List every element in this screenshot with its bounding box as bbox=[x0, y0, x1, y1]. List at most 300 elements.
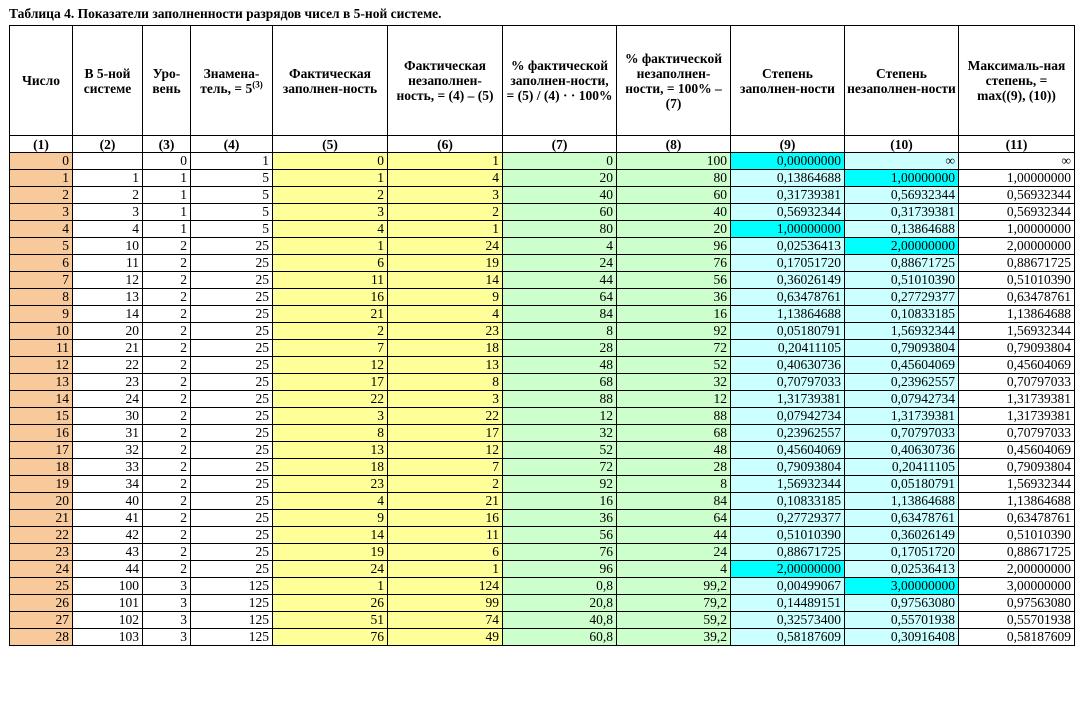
cell-max-degree: 0,70797033 bbox=[959, 374, 1075, 391]
cell-fill: 76 bbox=[273, 629, 388, 646]
cell-level: 2 bbox=[143, 323, 191, 340]
cell-number: 26 bbox=[10, 595, 73, 612]
cell-unfill-pct: 80 bbox=[617, 170, 731, 187]
table-row bbox=[10, 578, 1075, 595]
col-header-unfill: Фактическая незаполнен-ность, = (4) – (5) bbox=[388, 26, 503, 136]
cell-base5: 13 bbox=[73, 289, 143, 306]
cell-unfill-pct: 24 bbox=[617, 544, 731, 561]
cell-number: 0 bbox=[10, 153, 73, 170]
cell-fill-degree: 0,31739381 bbox=[731, 187, 845, 204]
col-header-fill-pct: % фактической заполнен-ности, = (5) / (4) · · 100% bbox=[503, 26, 617, 136]
cell-number: 18 bbox=[10, 459, 73, 476]
cell-denominator: 25 bbox=[191, 459, 273, 476]
table-row bbox=[10, 408, 1075, 425]
col-number-label: (5) bbox=[273, 136, 388, 153]
cell-unfill: 12 bbox=[388, 442, 503, 459]
table-row bbox=[10, 442, 1075, 459]
cell-fill-degree: 0,00000000 bbox=[731, 153, 845, 170]
cell-base5: 44 bbox=[73, 561, 143, 578]
cell-fill-pct: 92 bbox=[503, 476, 617, 493]
cell-level: 1 bbox=[143, 187, 191, 204]
cell-number: 10 bbox=[10, 323, 73, 340]
cell-fill: 22 bbox=[273, 391, 388, 408]
cell-fill: 1 bbox=[273, 238, 388, 255]
cell-unfill-pct: 60 bbox=[617, 187, 731, 204]
table-row bbox=[10, 255, 1075, 272]
cell-number: 14 bbox=[10, 391, 73, 408]
cell-number: 2 bbox=[10, 187, 73, 204]
cell-unfill-pct: 12 bbox=[617, 391, 731, 408]
cell-fill: 26 bbox=[273, 595, 388, 612]
cell-fill: 1 bbox=[273, 170, 388, 187]
cell-unfill-degree: 0,56932344 bbox=[845, 187, 959, 204]
cell-level: 2 bbox=[143, 374, 191, 391]
cell-number: 21 bbox=[10, 510, 73, 527]
cell-unfill-pct: 88 bbox=[617, 408, 731, 425]
table-row bbox=[10, 323, 1075, 340]
cell-unfill-degree: 0,02536413 bbox=[845, 561, 959, 578]
cell-level: 2 bbox=[143, 272, 191, 289]
cell-denominator: 25 bbox=[191, 255, 273, 272]
cell-fill-pct: 20 bbox=[503, 170, 617, 187]
cell-unfill-degree: 0,30916408 bbox=[845, 629, 959, 646]
col-number-label: (4) bbox=[191, 136, 273, 153]
cell-unfill-degree: 0,88671725 bbox=[845, 255, 959, 272]
cell-number: 5 bbox=[10, 238, 73, 255]
cell-unfill-degree: 0,10833185 bbox=[845, 306, 959, 323]
cell-unfill-pct: 20 bbox=[617, 221, 731, 238]
col-header-unfill-degree: Степень незаполнен-ности bbox=[845, 26, 959, 136]
cell-fill: 19 bbox=[273, 544, 388, 561]
cell-max-degree: 2,00000000 bbox=[959, 561, 1075, 578]
cell-unfill: 1 bbox=[388, 153, 503, 170]
cell-base5: 24 bbox=[73, 391, 143, 408]
cell-fill-degree: 0,07942734 bbox=[731, 408, 845, 425]
cell-unfill-degree: 0,27729377 bbox=[845, 289, 959, 306]
cell-max-degree: 0,70797033 bbox=[959, 425, 1075, 442]
cell-max-degree: 0,45604069 bbox=[959, 442, 1075, 459]
cell-level: 2 bbox=[143, 391, 191, 408]
cell-base5: 14 bbox=[73, 306, 143, 323]
cell-number: 8 bbox=[10, 289, 73, 306]
cell-unfill: 1 bbox=[388, 221, 503, 238]
cell-fill-degree: 0,88671725 bbox=[731, 544, 845, 561]
cell-unfill: 99 bbox=[388, 595, 503, 612]
cell-denominator: 125 bbox=[191, 612, 273, 629]
cell-unfill: 11 bbox=[388, 527, 503, 544]
cell-fill-pct: 20,8 bbox=[503, 595, 617, 612]
cell-unfill: 24 bbox=[388, 238, 503, 255]
table-body bbox=[10, 153, 1075, 646]
cell-max-degree: 1,00000000 bbox=[959, 221, 1075, 238]
cell-denominator: 25 bbox=[191, 510, 273, 527]
cell-fill-degree: 0,00499067 bbox=[731, 578, 845, 595]
cell-number: 17 bbox=[10, 442, 73, 459]
cell-number: 27 bbox=[10, 612, 73, 629]
col-header-level: Уро-вень bbox=[143, 26, 191, 136]
cell-unfill-degree: 0,23962557 bbox=[845, 374, 959, 391]
cell-max-degree: 3,00000000 bbox=[959, 578, 1075, 595]
cell-base5: 103 bbox=[73, 629, 143, 646]
col-number-label: (2) bbox=[73, 136, 143, 153]
cell-base5: 12 bbox=[73, 272, 143, 289]
cell-unfill-pct: 44 bbox=[617, 527, 731, 544]
cell-base5: 40 bbox=[73, 493, 143, 510]
cell-unfill-degree: 3,00000000 bbox=[845, 578, 959, 595]
cell-base5 bbox=[73, 153, 143, 170]
cell-fill-pct: 84 bbox=[503, 306, 617, 323]
cell-unfill-degree: 1,31739381 bbox=[845, 408, 959, 425]
cell-fill: 2 bbox=[273, 187, 388, 204]
cell-fill-pct: 72 bbox=[503, 459, 617, 476]
cell-unfill-pct: 96 bbox=[617, 238, 731, 255]
cell-unfill-degree: 0,55701938 bbox=[845, 612, 959, 629]
cell-fill-degree: 0,56932344 bbox=[731, 204, 845, 221]
cell-fill: 17 bbox=[273, 374, 388, 391]
cell-level: 3 bbox=[143, 595, 191, 612]
cell-level: 1 bbox=[143, 170, 191, 187]
table-row bbox=[10, 544, 1075, 561]
cell-max-degree: 0,79093804 bbox=[959, 459, 1075, 476]
cell-max-degree: 0,79093804 bbox=[959, 340, 1075, 357]
cell-denominator: 25 bbox=[191, 493, 273, 510]
cell-unfill-degree: 0,45604069 bbox=[845, 357, 959, 374]
table-caption: Таблица 4. Показатели заполненности разрядов чисел в 5-ной системе. bbox=[9, 6, 442, 21]
cell-level: 3 bbox=[143, 612, 191, 629]
cell-base5: 3 bbox=[73, 204, 143, 221]
cell-number: 25 bbox=[10, 578, 73, 595]
cell-fill: 6 bbox=[273, 255, 388, 272]
col-header-denominator-sup: (3) bbox=[252, 79, 263, 89]
cell-unfill-degree: 0,20411105 bbox=[845, 459, 959, 476]
cell-unfill-pct: 52 bbox=[617, 357, 731, 374]
cell-fill-degree: 0,58187609 bbox=[731, 629, 845, 646]
cell-fill-degree: 0,70797033 bbox=[731, 374, 845, 391]
cell-max-degree: 1,13864688 bbox=[959, 493, 1075, 510]
cell-fill: 13 bbox=[273, 442, 388, 459]
cell-number: 11 bbox=[10, 340, 73, 357]
cell-number: 3 bbox=[10, 204, 73, 221]
cell-max-degree: 0,88671725 bbox=[959, 255, 1075, 272]
cell-fill-pct: 64 bbox=[503, 289, 617, 306]
cell-denominator: 25 bbox=[191, 289, 273, 306]
cell-denominator: 125 bbox=[191, 595, 273, 612]
cell-base5: 34 bbox=[73, 476, 143, 493]
table-row bbox=[10, 595, 1075, 612]
cell-fill: 23 bbox=[273, 476, 388, 493]
cell-unfill-pct: 68 bbox=[617, 425, 731, 442]
cell-level: 2 bbox=[143, 357, 191, 374]
cell-unfill-degree: 0,36026149 bbox=[845, 527, 959, 544]
cell-max-degree: 0,63478761 bbox=[959, 510, 1075, 527]
cell-fill: 1 bbox=[273, 578, 388, 595]
col-header-max-degree: Максималь-ная степень, = max((9), (10)) bbox=[959, 26, 1075, 136]
cell-fill-pct: 44 bbox=[503, 272, 617, 289]
cell-unfill: 9 bbox=[388, 289, 503, 306]
cell-number: 28 bbox=[10, 629, 73, 646]
cell-fill: 16 bbox=[273, 289, 388, 306]
col-number-label: (7) bbox=[503, 136, 617, 153]
cell-unfill-degree: 1,00000000 bbox=[845, 170, 959, 187]
cell-base5: 101 bbox=[73, 595, 143, 612]
cell-unfill-pct: 84 bbox=[617, 493, 731, 510]
cell-denominator: 5 bbox=[191, 187, 273, 204]
cell-number: 19 bbox=[10, 476, 73, 493]
cell-fill-degree: 0,32573400 bbox=[731, 612, 845, 629]
cell-fill-pct: 32 bbox=[503, 425, 617, 442]
cell-level: 2 bbox=[143, 510, 191, 527]
cell-base5: 4 bbox=[73, 221, 143, 238]
cell-fill: 24 bbox=[273, 561, 388, 578]
cell-fill-pct: 0,8 bbox=[503, 578, 617, 595]
table-row bbox=[10, 391, 1075, 408]
col-number-label: (9) bbox=[731, 136, 845, 153]
cell-denominator: 25 bbox=[191, 527, 273, 544]
table-row bbox=[10, 425, 1075, 442]
cell-unfill: 2 bbox=[388, 204, 503, 221]
cell-level: 2 bbox=[143, 476, 191, 493]
cell-fill-pct: 68 bbox=[503, 374, 617, 391]
cell-base5: 42 bbox=[73, 527, 143, 544]
table-row bbox=[10, 629, 1075, 646]
cell-fill-pct: 52 bbox=[503, 442, 617, 459]
cell-fill: 21 bbox=[273, 306, 388, 323]
cell-unfill: 14 bbox=[388, 272, 503, 289]
cell-max-degree: 0,55701938 bbox=[959, 612, 1075, 629]
cell-fill-pct: 76 bbox=[503, 544, 617, 561]
cell-fill-pct: 0 bbox=[503, 153, 617, 170]
cell-unfill-pct: 64 bbox=[617, 510, 731, 527]
cell-fill-degree: 0,17051720 bbox=[731, 255, 845, 272]
cell-level: 2 bbox=[143, 238, 191, 255]
cell-unfill-degree: 0,17051720 bbox=[845, 544, 959, 561]
cell-level: 3 bbox=[143, 629, 191, 646]
table-row bbox=[10, 221, 1075, 238]
cell-fill-pct: 24 bbox=[503, 255, 617, 272]
table-row bbox=[10, 272, 1075, 289]
cell-max-degree: 0,51010390 bbox=[959, 527, 1075, 544]
table-row bbox=[10, 527, 1075, 544]
cell-base5: 43 bbox=[73, 544, 143, 561]
cell-unfill: 23 bbox=[388, 323, 503, 340]
cell-max-degree: 0,63478761 bbox=[959, 289, 1075, 306]
col-header-fill: Фактическая заполнен-ность bbox=[273, 26, 388, 136]
cell-level: 3 bbox=[143, 578, 191, 595]
cell-denominator: 25 bbox=[191, 306, 273, 323]
cell-fill-pct: 60 bbox=[503, 204, 617, 221]
table-row bbox=[10, 170, 1075, 187]
col-header-unfill-pct: % фактической незаполнен-ности, = 100% – (7) bbox=[617, 26, 731, 136]
cell-unfill-degree: 0,07942734 bbox=[845, 391, 959, 408]
cell-number: 9 bbox=[10, 306, 73, 323]
cell-max-degree: 0,58187609 bbox=[959, 629, 1075, 646]
cell-unfill-degree: 0,13864688 bbox=[845, 221, 959, 238]
cell-level: 2 bbox=[143, 544, 191, 561]
cell-fill-degree: 0,23962557 bbox=[731, 425, 845, 442]
cell-fill-degree: 0,40630736 bbox=[731, 357, 845, 374]
cell-number: 6 bbox=[10, 255, 73, 272]
col-header-number: Число bbox=[10, 26, 73, 136]
cell-number: 7 bbox=[10, 272, 73, 289]
cell-unfill: 4 bbox=[388, 306, 503, 323]
cell-unfill-pct: 76 bbox=[617, 255, 731, 272]
data-table bbox=[9, 25, 1075, 646]
cell-base5: 11 bbox=[73, 255, 143, 272]
table-row bbox=[10, 561, 1075, 578]
cell-base5: 21 bbox=[73, 340, 143, 357]
cell-denominator: 25 bbox=[191, 425, 273, 442]
cell-unfill: 49 bbox=[388, 629, 503, 646]
cell-unfill-degree: 0,31739381 bbox=[845, 204, 959, 221]
cell-unfill: 19 bbox=[388, 255, 503, 272]
cell-base5: 10 bbox=[73, 238, 143, 255]
cell-number: 20 bbox=[10, 493, 73, 510]
cell-fill: 2 bbox=[273, 323, 388, 340]
cell-unfill-pct: 32 bbox=[617, 374, 731, 391]
cell-denominator: 25 bbox=[191, 272, 273, 289]
cell-fill-degree: 0,79093804 bbox=[731, 459, 845, 476]
cell-denominator: 5 bbox=[191, 221, 273, 238]
cell-denominator: 25 bbox=[191, 340, 273, 357]
cell-level: 2 bbox=[143, 425, 191, 442]
cell-fill-pct: 40,8 bbox=[503, 612, 617, 629]
cell-number: 12 bbox=[10, 357, 73, 374]
cell-fill-degree: 0,27729377 bbox=[731, 510, 845, 527]
cell-number: 23 bbox=[10, 544, 73, 561]
cell-level: 0 bbox=[143, 153, 191, 170]
cell-unfill-pct: 28 bbox=[617, 459, 731, 476]
cell-fill-pct: 60,8 bbox=[503, 629, 617, 646]
cell-denominator: 5 bbox=[191, 170, 273, 187]
cell-unfill-pct: 72 bbox=[617, 340, 731, 357]
cell-denominator: 25 bbox=[191, 442, 273, 459]
cell-unfill-degree: 0,97563080 bbox=[845, 595, 959, 612]
cell-base5: 33 bbox=[73, 459, 143, 476]
col-number-label: (8) bbox=[617, 136, 731, 153]
cell-fill: 3 bbox=[273, 204, 388, 221]
cell-max-degree: 1,31739381 bbox=[959, 408, 1075, 425]
cell-unfill-pct: 99,2 bbox=[617, 578, 731, 595]
cell-fill-pct: 36 bbox=[503, 510, 617, 527]
cell-denominator: 25 bbox=[191, 391, 273, 408]
table-row bbox=[10, 493, 1075, 510]
cell-fill-degree: 0,02536413 bbox=[731, 238, 845, 255]
cell-level: 1 bbox=[143, 221, 191, 238]
cell-fill-degree: 0,45604069 bbox=[731, 442, 845, 459]
cell-base5: 1 bbox=[73, 170, 143, 187]
cell-fill-pct: 4 bbox=[503, 238, 617, 255]
cell-unfill-pct: 40 bbox=[617, 204, 731, 221]
cell-unfill: 2 bbox=[388, 476, 503, 493]
cell-max-degree: ∞ bbox=[959, 153, 1075, 170]
cell-denominator: 125 bbox=[191, 578, 273, 595]
cell-fill-degree: 0,20411105 bbox=[731, 340, 845, 357]
cell-unfill-degree: 0,70797033 bbox=[845, 425, 959, 442]
cell-number: 16 bbox=[10, 425, 73, 442]
cell-denominator: 25 bbox=[191, 374, 273, 391]
table-row bbox=[10, 357, 1075, 374]
cell-unfill: 17 bbox=[388, 425, 503, 442]
col-header-fill-degree: Степень заполнен-ности bbox=[731, 26, 845, 136]
cell-fill-degree: 1,31739381 bbox=[731, 391, 845, 408]
cell-unfill: 18 bbox=[388, 340, 503, 357]
cell-unfill-degree: 0,51010390 bbox=[845, 272, 959, 289]
cell-unfill: 4 bbox=[388, 170, 503, 187]
cell-denominator: 25 bbox=[191, 476, 273, 493]
cell-max-degree: 1,13864688 bbox=[959, 306, 1075, 323]
cell-level: 2 bbox=[143, 527, 191, 544]
cell-unfill-pct: 48 bbox=[617, 442, 731, 459]
cell-fill-degree: 0,13864688 bbox=[731, 170, 845, 187]
cell-level: 2 bbox=[143, 255, 191, 272]
cell-fill: 11 bbox=[273, 272, 388, 289]
cell-unfill-pct: 16 bbox=[617, 306, 731, 323]
table-row bbox=[10, 187, 1075, 204]
cell-denominator: 25 bbox=[191, 561, 273, 578]
col-header-denominator bbox=[191, 26, 273, 136]
cell-fill-degree: 1,00000000 bbox=[731, 221, 845, 238]
cell-denominator: 25 bbox=[191, 544, 273, 561]
cell-denominator: 5 bbox=[191, 204, 273, 221]
cell-level: 2 bbox=[143, 289, 191, 306]
cell-unfill-degree: 1,56932344 bbox=[845, 323, 959, 340]
cell-fill: 14 bbox=[273, 527, 388, 544]
cell-unfill: 16 bbox=[388, 510, 503, 527]
table-row bbox=[10, 204, 1075, 221]
cell-unfill-pct: 36 bbox=[617, 289, 731, 306]
table-row bbox=[10, 153, 1075, 170]
table-row bbox=[10, 612, 1075, 629]
cell-fill: 3 bbox=[273, 408, 388, 425]
cell-fill-pct: 56 bbox=[503, 527, 617, 544]
cell-denominator: 125 bbox=[191, 629, 273, 646]
cell-denominator: 25 bbox=[191, 357, 273, 374]
cell-level: 2 bbox=[143, 442, 191, 459]
cell-max-degree: 0,56932344 bbox=[959, 187, 1075, 204]
cell-max-degree: 0,97563080 bbox=[959, 595, 1075, 612]
cell-level: 2 bbox=[143, 306, 191, 323]
cell-fill-degree: 2,00000000 bbox=[731, 561, 845, 578]
cell-level: 1 bbox=[143, 204, 191, 221]
cell-unfill-pct: 39,2 bbox=[617, 629, 731, 646]
cell-unfill-degree: 2,00000000 bbox=[845, 238, 959, 255]
cell-unfill-pct: 100 bbox=[617, 153, 731, 170]
cell-max-degree: 2,00000000 bbox=[959, 238, 1075, 255]
cell-base5: 22 bbox=[73, 357, 143, 374]
cell-unfill: 124 bbox=[388, 578, 503, 595]
cell-base5: 100 bbox=[73, 578, 143, 595]
cell-unfill-pct: 8 bbox=[617, 476, 731, 493]
cell-level: 2 bbox=[143, 459, 191, 476]
table-row bbox=[10, 374, 1075, 391]
cell-unfill: 22 bbox=[388, 408, 503, 425]
cell-level: 2 bbox=[143, 493, 191, 510]
cell-fill-pct: 12 bbox=[503, 408, 617, 425]
cell-fill-degree: 0,10833185 bbox=[731, 493, 845, 510]
cell-fill-pct: 8 bbox=[503, 323, 617, 340]
cell-base5: 32 bbox=[73, 442, 143, 459]
table-row bbox=[10, 340, 1075, 357]
cell-level: 2 bbox=[143, 561, 191, 578]
cell-unfill: 7 bbox=[388, 459, 503, 476]
cell-unfill: 6 bbox=[388, 544, 503, 561]
cell-fill-degree: 0,51010390 bbox=[731, 527, 845, 544]
cell-base5: 23 bbox=[73, 374, 143, 391]
cell-fill-pct: 48 bbox=[503, 357, 617, 374]
cell-unfill: 1 bbox=[388, 561, 503, 578]
cell-unfill-degree: 0,05180791 bbox=[845, 476, 959, 493]
cell-fill-degree: 0,36026149 bbox=[731, 272, 845, 289]
